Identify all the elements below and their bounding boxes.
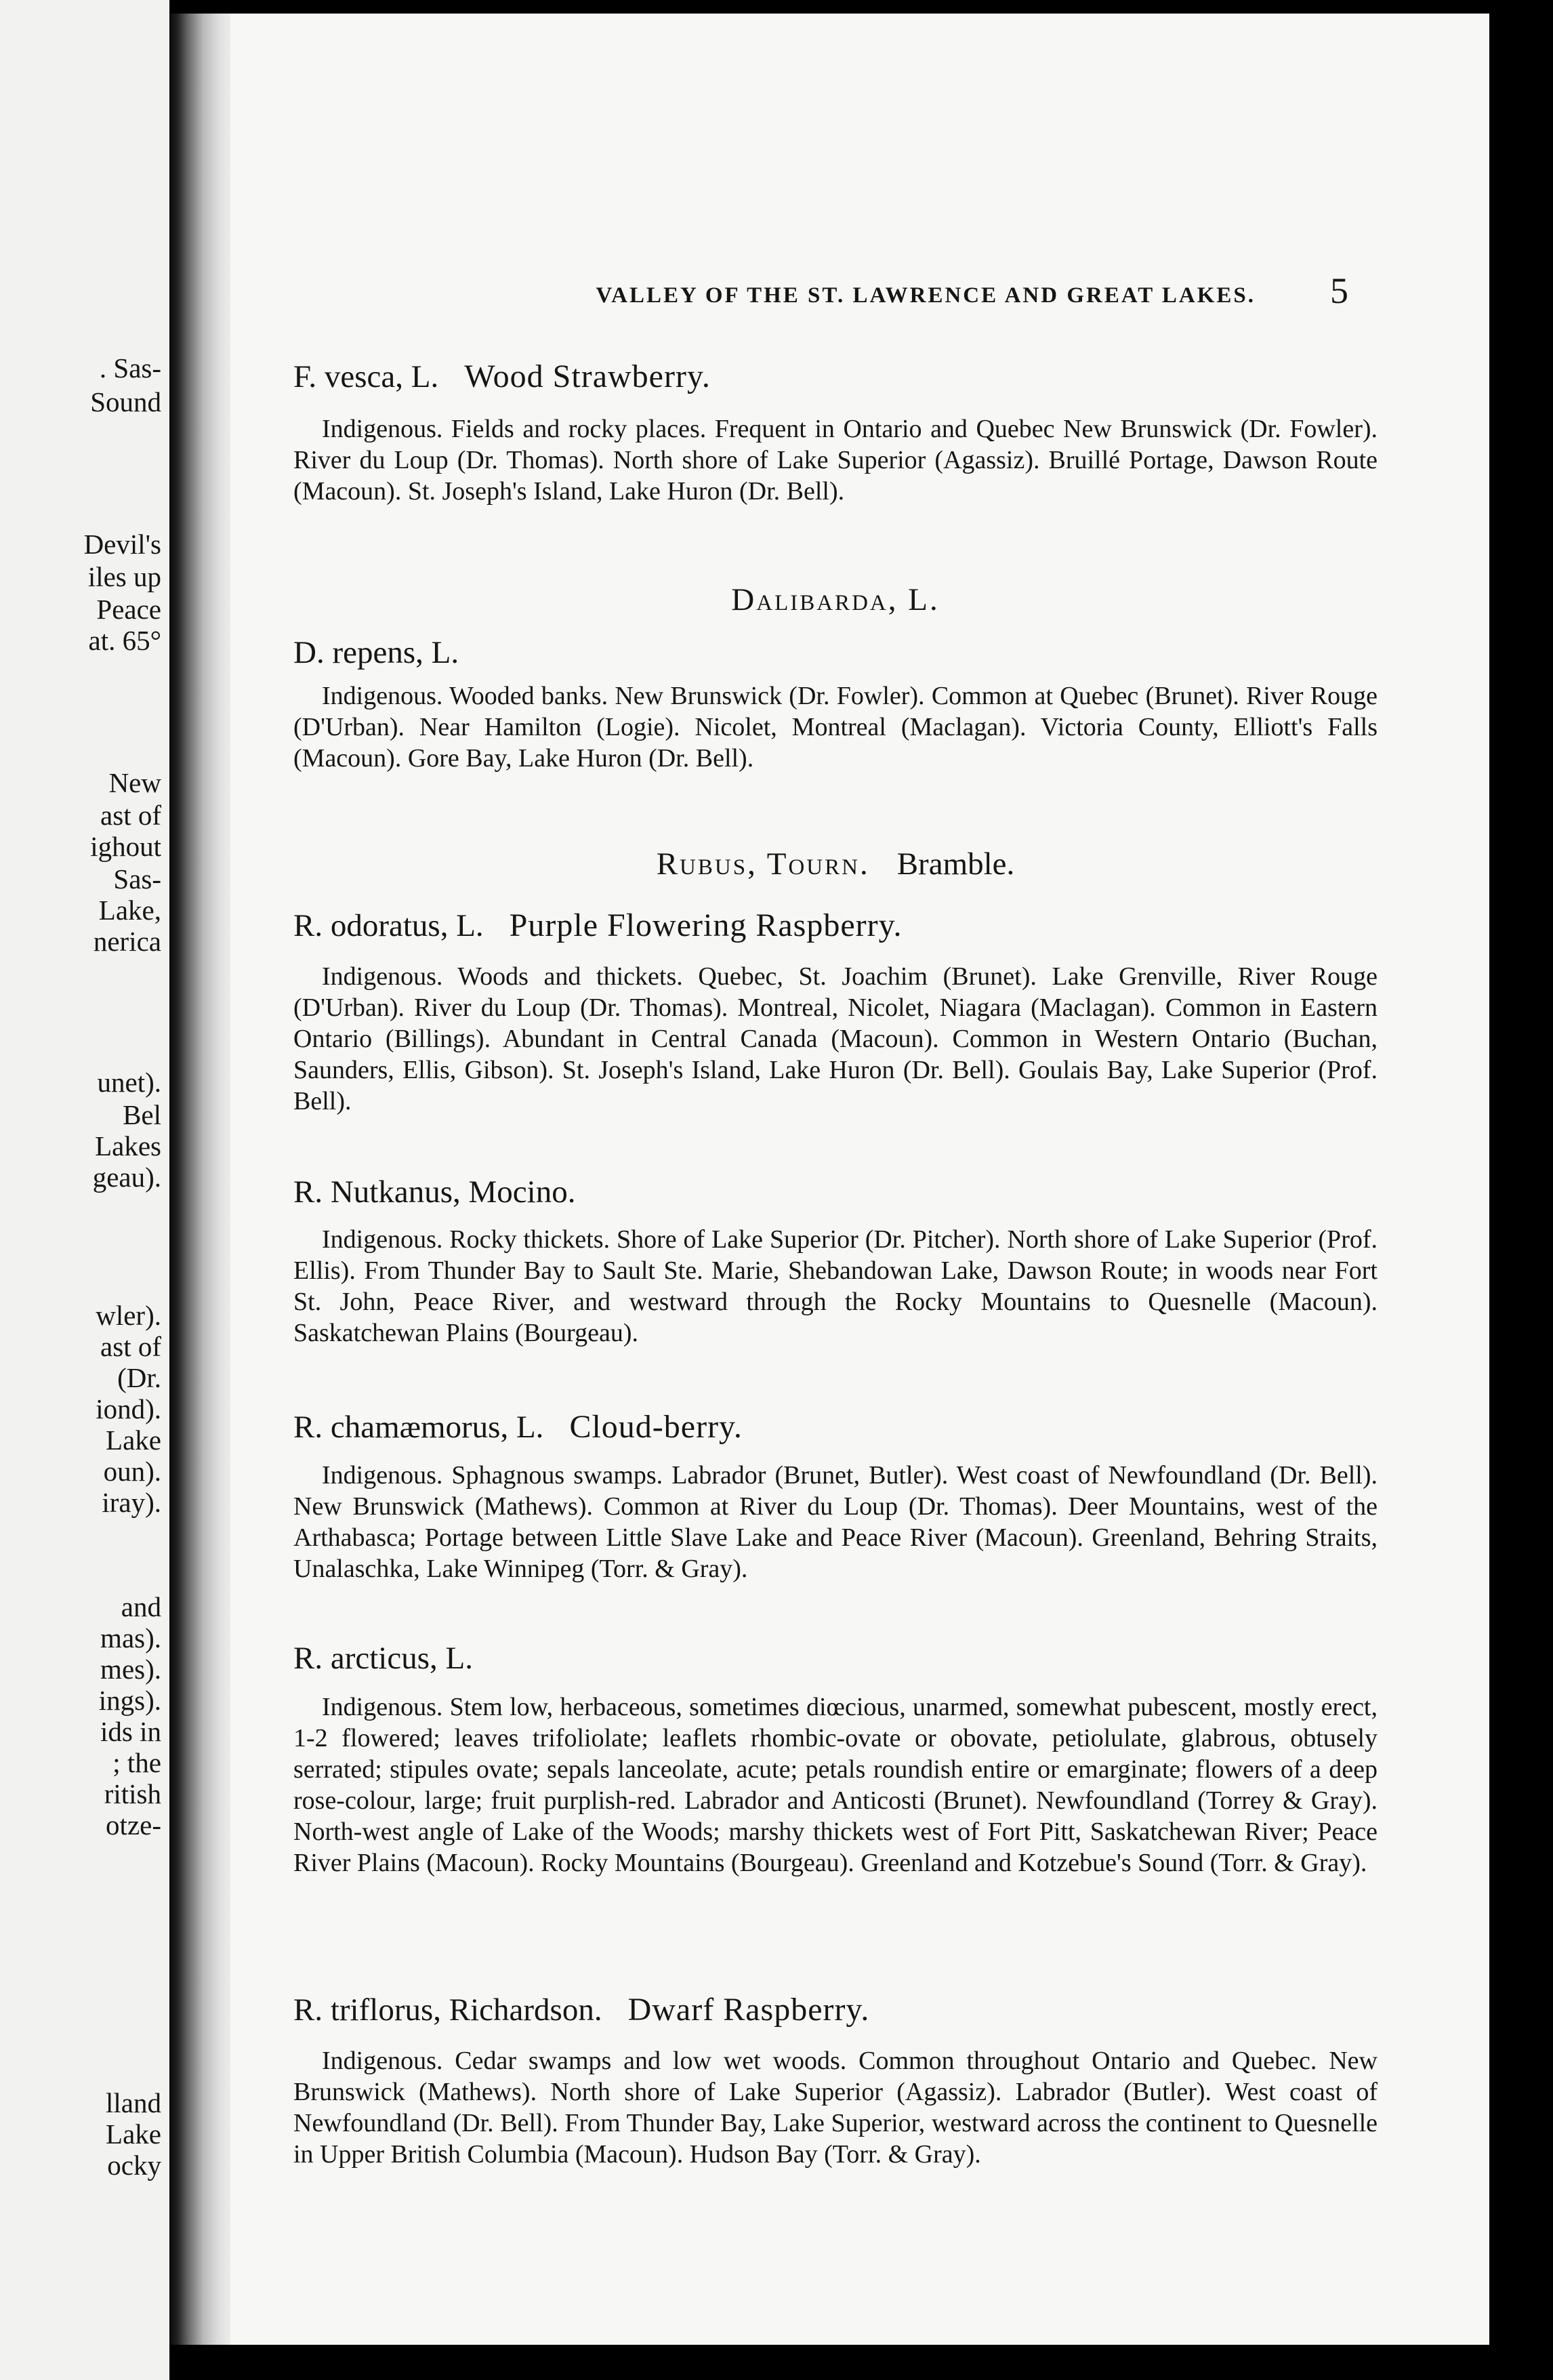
genus-name: Rubus, Tourn. [656,846,870,882]
facing-page-line: otze- [106,1809,161,1841]
facing-page-line: ast of [100,1331,161,1362]
book-gutter [169,14,237,2345]
species-common-name: Cloud-berry. [569,1409,743,1445]
genus-heading [293,581,1378,618]
species-common-name: Dwarf Raspberry. [627,1992,870,2028]
species-name: R. chamæmorus, L. [293,1410,544,1445]
species-heading [293,1991,869,2028]
species-name: R. odoratus, L. [293,908,484,943]
facing-page-line: mes). [100,1654,161,1685]
facing-page-line: wler). [96,1300,161,1331]
facing-page-line: iond). [96,1393,161,1424]
facing-page-line: ritish [104,1778,161,1809]
facing-page-fragment [0,0,169,2380]
facing-page-line: iray). [102,1487,161,1518]
species-heading [293,634,459,671]
facing-page-line: Peace [96,594,161,625]
entry-text: Indigenous. Wooded banks. New Brunswick (Dr. Fowler). Common at Quebec (Brunet). River Rouge (D'Urban). Near Hamilton (Logie). Nicolet, Montreal (Maclagan). Victoria County, Elliott's Falls (Macoun). Gore Bay, Lake Huron (Dr. Bell). [293,682,1378,773]
facing-page-line: ighout [90,831,161,862]
facing-page-line: geau). [92,1162,161,1193]
entry-text: Indigenous. Stem low, herbaceous, sometimes diœcious, unarmed, somewhat pubescent, mostly erect, 1-2 flowered; leaves trifoliolate; leaflets rhombic-ovate or obovate, petiolulate, glabrous, obtusely serrated; stipules ovate; sepals lanceolate, acute; petals roundish entire or emarginate; flowers of a deep rose-colour, large; fruit purplish-red. Labrador and Anticosti (Brunet). Newfoundland (Torrey & Gray). North-west angle of Lake of the Woods; marshy thickets west of Fort Pitt, Saskatchewan River; Peace River Plains (Macoun). Rocky Mountains (Bourgeau). Greenland and Kotzebue's Sound (Torr. & Gray). [293,1693,1378,1877]
species-name: R. arcticus, L. [293,1641,473,1676]
facing-page-line: . Sas- [99,352,161,384]
facing-page-line: oun). [103,1456,161,1487]
facing-page-line: ast of [100,800,161,831]
species-common-name: Wood Strawberry. [464,358,711,394]
facing-page-line: ings). [98,1685,161,1716]
entry-text: Indigenous. Rocky thickets. Shore of Lake Superior (Dr. Pitcher). North shore of Lake Superior (Prof. Ellis). From Thunder Bay to Sault Ste. Marie, Shebandowan Lake, Dawson Route; in woods near Fort St. John, Peace River, and westward through the Rocky Mountains to Quesnelle (Macoun). Saskatchewan Plains (Bourgeau). [293,1225,1378,1347]
facing-page-line: ; the [112,1747,161,1778]
species-name: F. vesca, L. [293,359,439,394]
facing-page-line: Devil's [83,529,161,560]
species-common-name: Purple Flowering Raspberry. [509,907,903,943]
page-number: 5 [1330,270,1348,311]
running-head: VALLEY OF THE ST. LAWRENCE AND GREAT LAKES. [596,283,1256,308]
facing-page-line: Sound [90,386,161,417]
genus-common-name: Bramble. [896,846,1015,882]
species-name: D. repens, L. [293,635,459,670]
facing-page-line: mas). [100,1622,161,1654]
entry-text: Indigenous. Woods and thickets. Quebec, St. Joachim (Brunet). Lake Grenville, River Rouge (D'Urban). River du Loup (Dr. Thomas). Montreal, Nicolet, Niagara (Maclagan). Common in Eastern Ontario (Billings). Abundant in Central Canada (Macoun). Common in Western Ontario (Buchan, Saunders, Ellis, Gibson). St. Joseph's Island, Lake Huron (Dr. Bell). Goulais Bay, Lake Superior (Prof. Bell). [293,962,1378,1115]
genus-heading [293,846,1378,882]
species-heading [293,907,902,944]
facing-page-line: Bel [123,1099,161,1130]
entry-text: Indigenous. Cedar swamps and low wet woods. Common throughout Ontario and Quebec. New Brunswick (Mathews). North shore of Lake Superior (Agassiz). Labrador (Butler). West coast of Newfoundland (Dr. Bell). From Thunder Bay, Lake Superior, westward across the continent to Quesnelle in Upper British Columbia (Macoun). Hudson Bay (Torr. & Gray). [293,2047,1378,2169]
facing-page-line: (Dr. [117,1362,161,1393]
facing-page-line: Lakes [95,1130,161,1162]
species-heading [293,1174,575,1210]
facing-page-line: nerica [93,926,161,957]
facing-page-line: at. 65° [88,625,161,656]
species-heading [293,358,711,395]
species-heading [293,1408,743,1445]
facing-page-line: ids in [100,1716,161,1747]
facing-page-line: unet). [97,1067,161,1098]
book-page [230,14,1489,2345]
facing-page-line: Lake, [98,895,161,926]
facing-page-line: iles up [87,561,161,592]
genus-name: Dalibarda, L. [731,582,940,617]
facing-page-line: lland [106,2087,161,2118]
facing-page-line: ocky [107,2150,161,2181]
facing-page-line: New [108,767,161,798]
species-name: R. triflorus, Richardson. [293,1992,602,2028]
facing-page-line: Sas- [113,863,161,895]
facing-page-line: Lake [106,2118,161,2150]
species-heading [293,1640,473,1677]
facing-page-line: Lake [106,1424,161,1456]
page-edge-notch [150,0,160,20]
entry-text: Indigenous. Fields and rocky places. Frequent in Ontario and Quebec New Brunswick (Dr. Fowler). River du Loup (Dr. Thomas). North shore of Lake Superior (Agassiz). Bruillé Portage, Dawson Route (Macoun). St. Joseph's Island, Lake Huron (Dr. Bell). [293,415,1378,506]
species-name: R. Nutkanus, Mocino. [293,1174,576,1210]
facing-page-line: and [121,1591,161,1622]
entry-text: Indigenous. Sphagnous swamps. Labrador (Brunet, Butler). West coast of Newfoundland (Dr. Bell). New Brunswick (Mathews). Common at River du Loup (Dr. Thomas). Deer Mountains, west of the Arthabasca; Portage between Little Slave Lake and Peace River (Macoun). Greenland, Behring Straits, Unalaschka, Lake Winnipeg (Torr. & Gray). [293,1461,1378,1583]
